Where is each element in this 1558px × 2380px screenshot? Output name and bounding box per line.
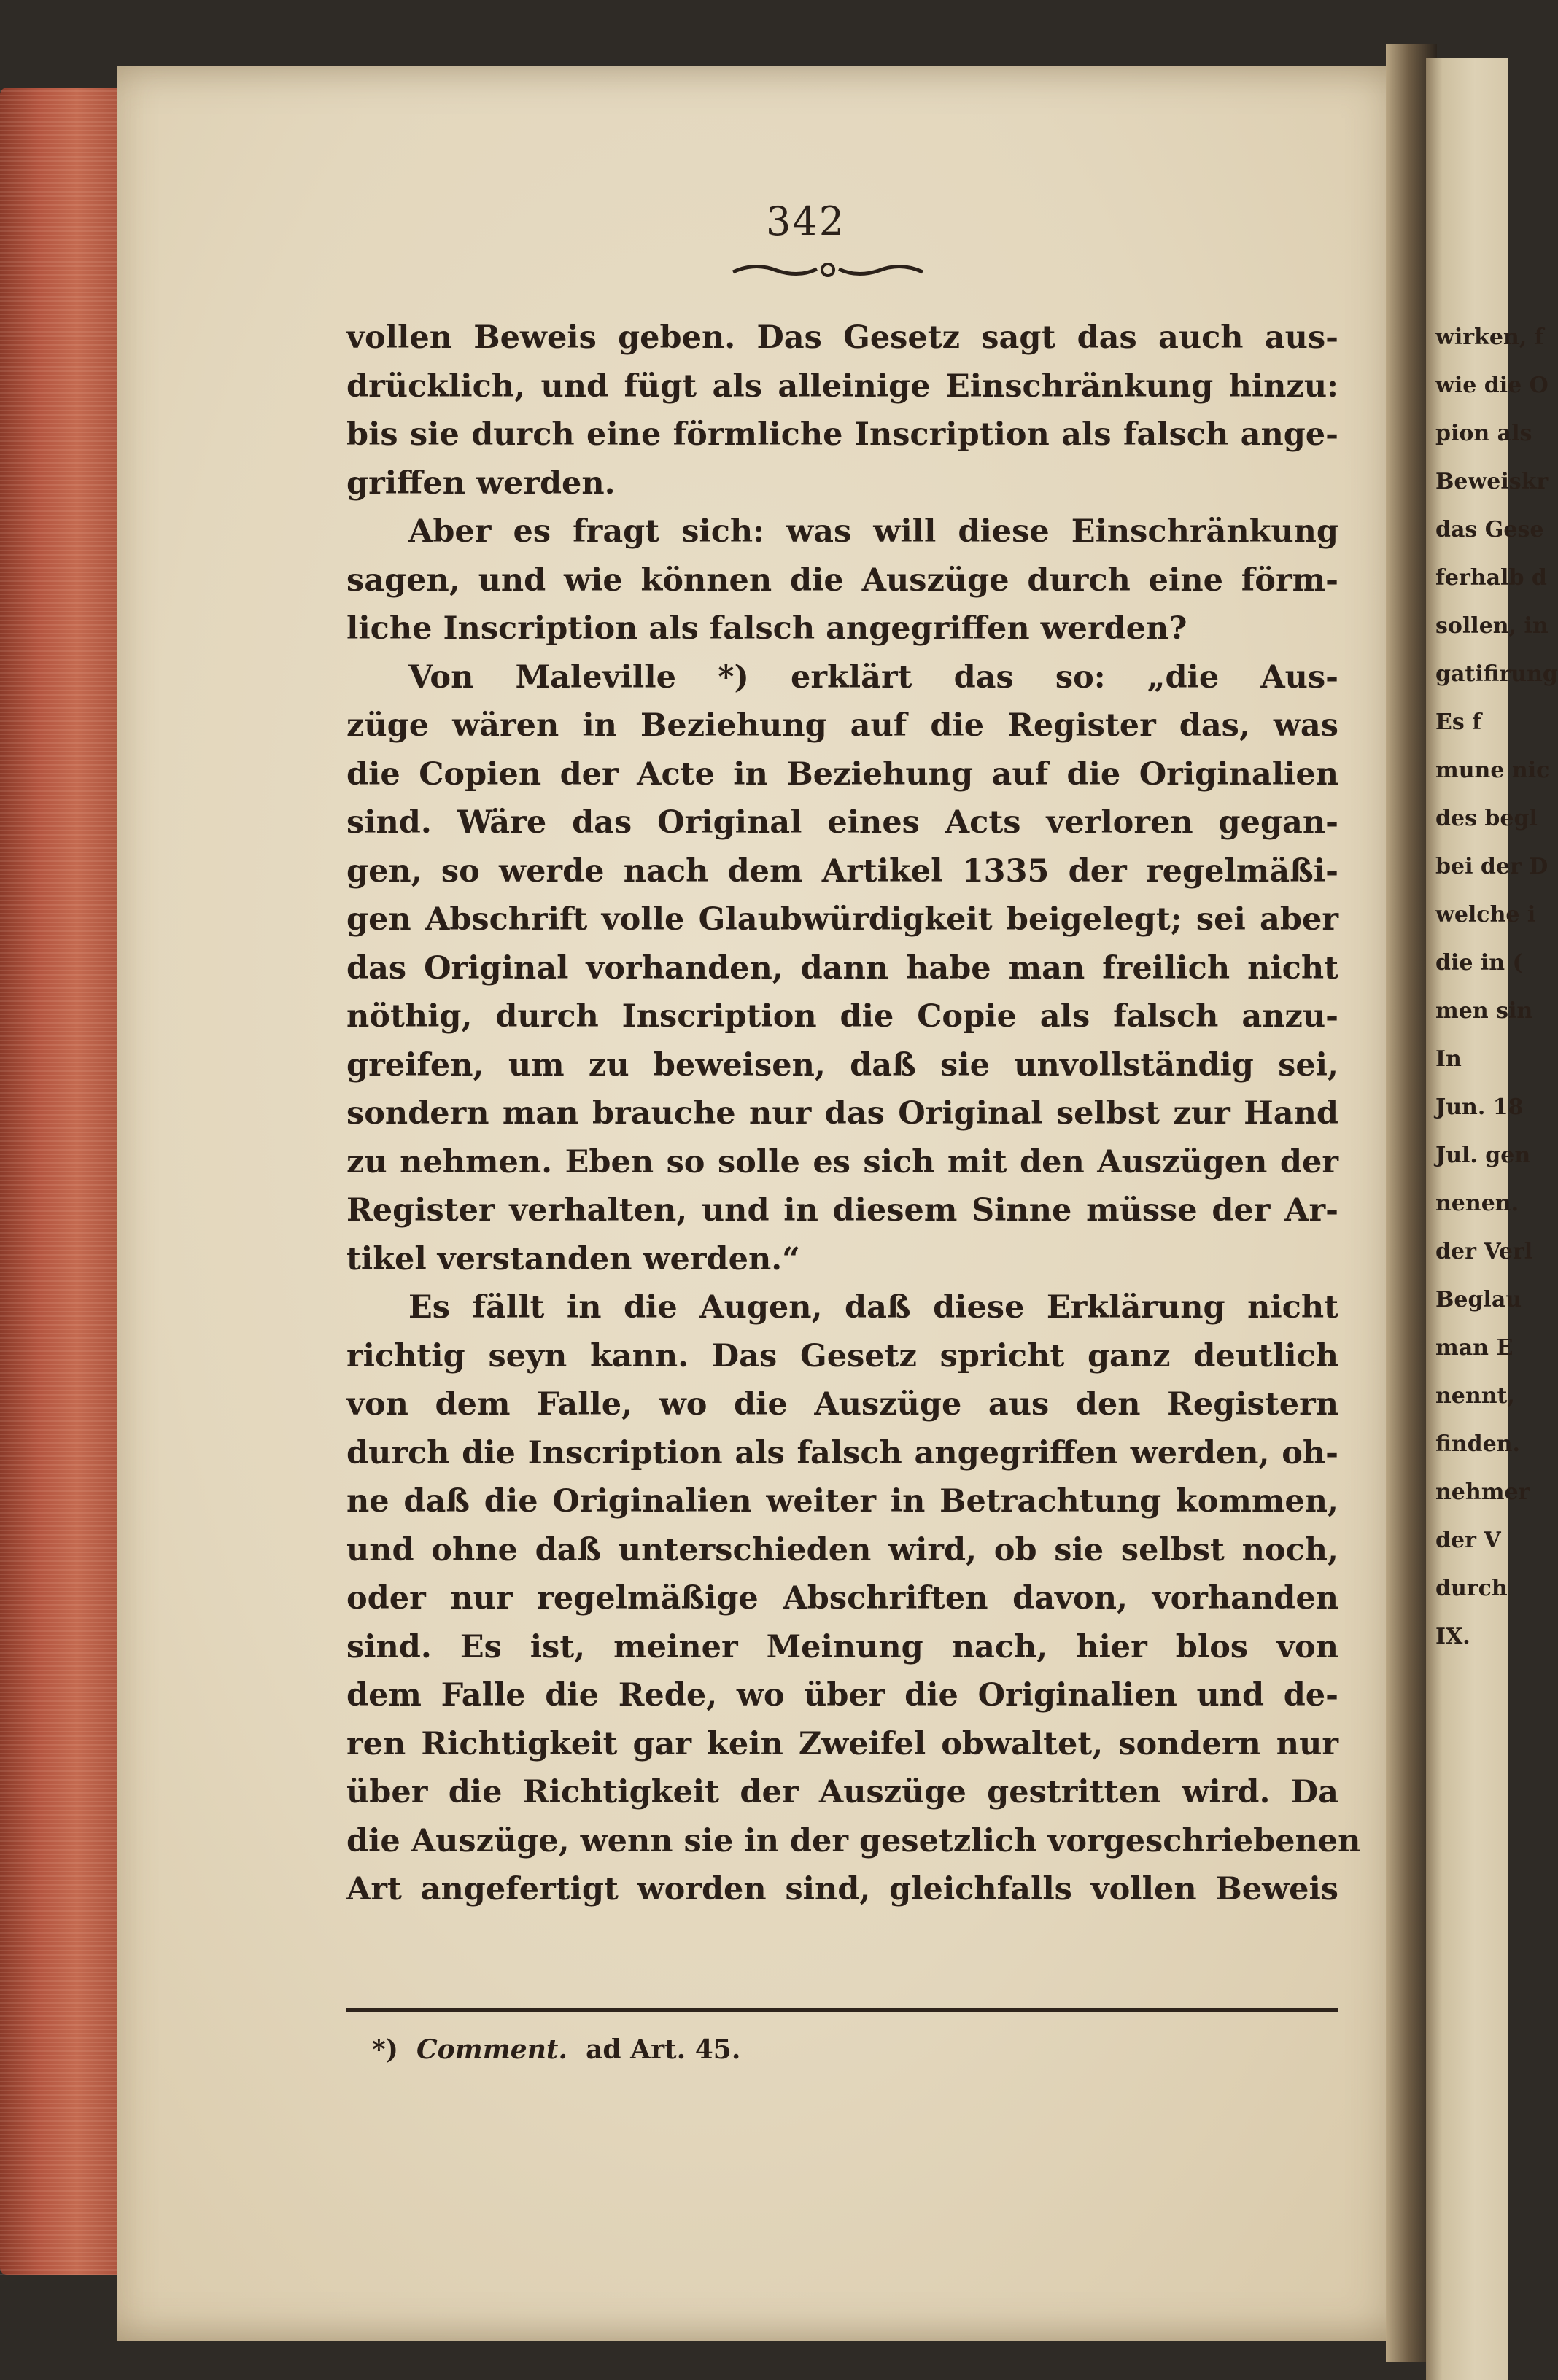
adjacent-fragment: Beweiskr xyxy=(1435,469,1549,494)
adjacent-fragment: bei der D xyxy=(1435,854,1549,879)
text-line: ne daß die Originalien weiter in Betrachtung kommen, xyxy=(346,1483,1338,1520)
text-line: griffen werden. xyxy=(346,464,616,502)
adjacent-fragment: nehmer xyxy=(1435,1479,1530,1505)
footnote-rule xyxy=(346,2008,1338,2012)
text-line: sind. Wäre das Original eines Acts verloren gegan- xyxy=(346,804,1338,841)
text-line: Register verhalten, und in diesem Sinne müsse der Ar- xyxy=(346,1192,1338,1229)
adjacent-fragment: sollen, in xyxy=(1435,613,1549,639)
text-line: von dem Falle, wo die Auszüge aus den Registern xyxy=(346,1386,1338,1423)
text-line: liche Inscription als falsch angegriffen werden? xyxy=(346,610,1187,647)
text-line: oder nur regelmäßige Abschriften davon, vorhanden xyxy=(346,1580,1338,1617)
adjacent-fragment: finden. xyxy=(1435,1431,1520,1457)
text-line: die Auszüge, wenn sie in der gesetzlich vorgeschriebenen xyxy=(346,1822,1361,1859)
adjacent-fragment: gatifirung xyxy=(1435,661,1558,687)
text-line: nöthig, durch Inscription die Copie als falsch anzu- xyxy=(346,998,1338,1035)
page-number: 342 xyxy=(766,198,846,244)
text-line: Art angefertigt worden sind, gleichfalls vollen Beweis xyxy=(346,1871,1338,1908)
adjacent-fragment: des begl xyxy=(1435,806,1538,831)
adjacent-fragment: der V xyxy=(1435,1528,1501,1553)
adjacent-fragment: Jul. gen xyxy=(1435,1143,1531,1168)
text-line: die Copien der Acte in Beziehung auf die Originalien xyxy=(346,755,1338,793)
text-line: tikel verstanden werden.“ xyxy=(346,1240,800,1278)
text-line: bis sie durch eine förmliche Inscription als falsch ange- xyxy=(346,416,1338,453)
text-line: ren Richtigkeit gar kein Zweifel obwaltet, sondern nur xyxy=(346,1725,1338,1762)
footnote xyxy=(372,2034,740,2065)
footnote-ref: ad Art. 45. xyxy=(586,2034,741,2065)
adjacent-fragment: die in ( xyxy=(1435,950,1523,976)
adjacent-fragment: das Gese xyxy=(1435,517,1544,542)
text-line: drücklich, und fügt als alleinige Einschränkung hinzu: xyxy=(346,368,1338,405)
text-line: züge wären in Beziehung auf die Register das, was xyxy=(346,707,1338,744)
ornament-divider-icon xyxy=(729,259,926,281)
text-line: sind. Es ist, meiner Meinung nach, hier blos von xyxy=(346,1628,1338,1665)
text-line: vollen Beweis geben. Das Gesetz sagt das auch aus- xyxy=(346,319,1338,356)
adjacent-fragment: IX. xyxy=(1435,1624,1470,1649)
text-line: Es fällt in die Augen, daß diese Erklärung nicht xyxy=(408,1289,1338,1326)
text-line: über die Richtigkeit der Auszüge gestritten wird. Da xyxy=(346,1774,1338,1811)
text-line: richtig seyn kann. Das Gesetz spricht ganz deutlich xyxy=(346,1337,1338,1374)
adjacent-fragment: nenen. xyxy=(1435,1191,1519,1216)
adjacent-fragment: nennt, xyxy=(1435,1383,1515,1409)
adjacent-fragment: pion als xyxy=(1435,421,1532,446)
text-line: sagen, und wie können die Auszüge durch eine förm- xyxy=(346,561,1338,599)
text-line: das Original vorhanden, dann habe man freilich nicht xyxy=(346,949,1338,987)
adjacent-fragment: ferhalb d xyxy=(1435,565,1547,591)
text-line: und ohne daß unterschieden wird, ob sie selbst noch, xyxy=(346,1531,1338,1568)
adjacent-fragment: durch xyxy=(1435,1576,1508,1601)
adjacent-fragment: der Verl xyxy=(1435,1239,1533,1264)
footnote-text: Comment. xyxy=(416,2034,568,2065)
text-line: Von Maleville *) erklärt das so: „die Aus- xyxy=(408,658,1338,696)
adjacent-fragment: In xyxy=(1435,1046,1462,1072)
text-line: zu nehmen. Eben so solle es sich mit den Auszügen der xyxy=(346,1143,1338,1181)
adjacent-fragment: wie die O xyxy=(1435,373,1549,398)
text-line: sondern man brauche nur das Original selbst zur Hand xyxy=(346,1095,1338,1132)
adjacent-fragment: welche i xyxy=(1435,902,1536,928)
adjacent-fragment: Jun. 18 xyxy=(1435,1094,1524,1120)
adjacent-fragment: Es f xyxy=(1435,709,1482,735)
adjacent-fragment: man E xyxy=(1435,1335,1514,1361)
body-text xyxy=(346,314,1361,1914)
adjacent-fragment: Beglau xyxy=(1435,1287,1522,1312)
adjacent-fragment: mune nic xyxy=(1435,758,1550,783)
text-line: Aber es fragt sich: was will diese Einschränkung xyxy=(408,513,1338,550)
page-edge-texture xyxy=(0,88,128,2275)
adjacent-fragment: wirken, f xyxy=(1435,324,1544,350)
adjacent-page-text xyxy=(1435,314,1558,1661)
footnote-mark: *) xyxy=(372,2034,398,2065)
text-line: durch die Inscription als falsch angegriffen werden, oh- xyxy=(346,1434,1338,1471)
text-line: greifen, um zu beweisen, daß sie unvollständig sei, xyxy=(346,1046,1338,1084)
text-line: dem Falle die Rede, wo über die Originalien und de- xyxy=(346,1677,1338,1714)
adjacent-fragment: men sin xyxy=(1435,998,1533,1024)
text-line: gen Abschrift volle Glaubwürdigkeit beigelegt; sei aber xyxy=(346,901,1338,938)
text-line: gen, so werde nach dem Artikel 1335 der regelmäßi- xyxy=(346,852,1338,890)
